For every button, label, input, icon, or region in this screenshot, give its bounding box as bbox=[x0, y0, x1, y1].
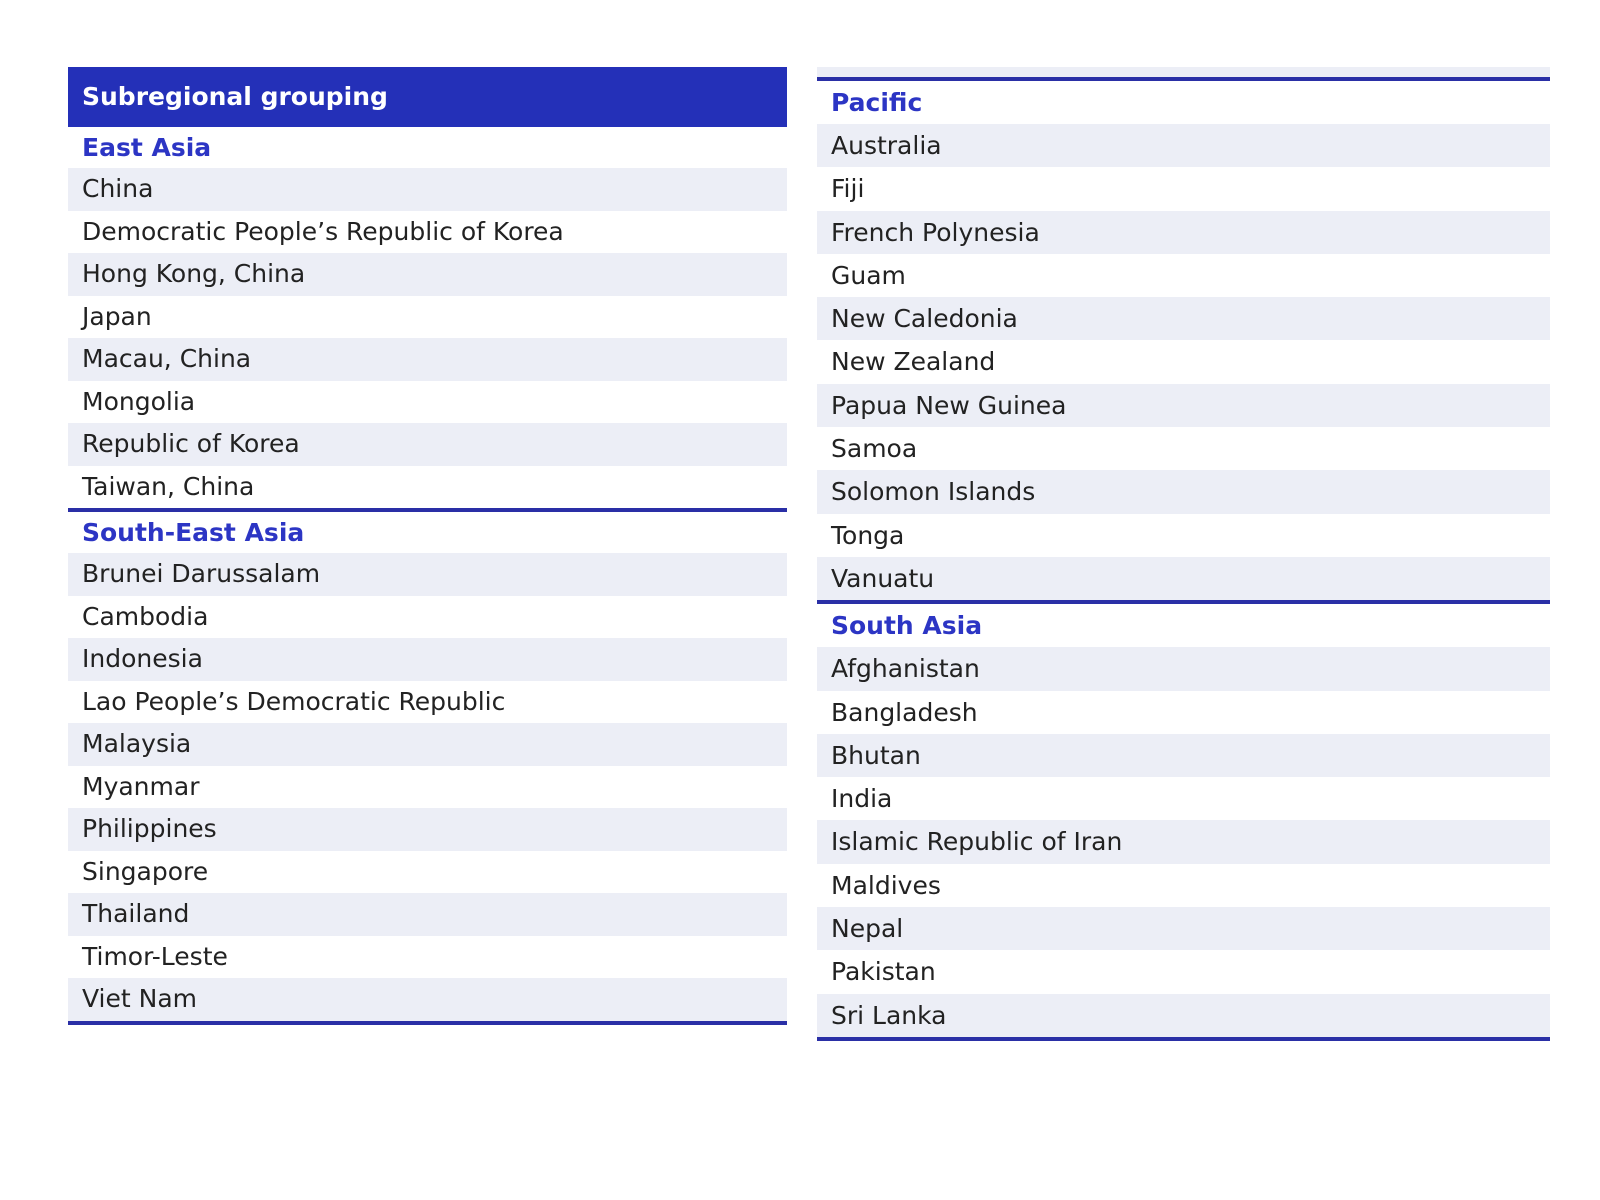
country-row: Democratic People’s Republic of Korea bbox=[82, 216, 564, 246]
country-row: Papua New Guinea bbox=[817, 384, 1550, 427]
country-row: Nepal bbox=[817, 907, 1550, 950]
country-row: Maldives bbox=[831, 870, 941, 900]
section-pacific bbox=[817, 77, 1550, 600]
country-row: Fiji bbox=[831, 174, 865, 204]
country-row: Afghanistan bbox=[817, 647, 1550, 690]
country-row: Malaysia bbox=[68, 723, 787, 766]
country-row: Timor-Leste bbox=[82, 941, 228, 971]
country-row: Solomon Islands bbox=[817, 470, 1550, 513]
country-row: Cambodia bbox=[82, 601, 209, 631]
country-row: India bbox=[831, 784, 893, 814]
bottom-rule bbox=[817, 1037, 1550, 1041]
country-row: Singapore bbox=[82, 856, 209, 886]
country-row: Thailand bbox=[68, 893, 787, 936]
country-row: Brunei Darussalam bbox=[68, 553, 787, 596]
section-south-asia bbox=[817, 600, 1550, 1037]
country-row: Vanuatu bbox=[817, 557, 1550, 600]
country-row: French Polynesia bbox=[817, 211, 1550, 254]
country-row: Macau, China bbox=[68, 338, 787, 381]
country-row: Myanmar bbox=[82, 771, 200, 801]
section-east-asia bbox=[68, 127, 787, 508]
country-row: Republic of Korea bbox=[68, 423, 787, 466]
left-column bbox=[68, 67, 787, 1025]
country-row: Tonga bbox=[831, 520, 905, 550]
table-header: Subregional grouping bbox=[68, 67, 787, 127]
country-row: Viet Nam bbox=[68, 978, 787, 1021]
table-header-continuation bbox=[817, 67, 1550, 77]
country-row: Japan bbox=[82, 301, 152, 331]
section-title: South Asia bbox=[831, 611, 983, 641]
country-row: Guam bbox=[831, 260, 906, 290]
country-row: Bhutan bbox=[817, 734, 1550, 777]
country-row: China bbox=[68, 168, 787, 211]
country-row: Islamic Republic of Iran bbox=[817, 820, 1550, 863]
section-south-east-asia bbox=[68, 508, 787, 1021]
country-row: Bangladesh bbox=[831, 697, 978, 727]
country-row: Lao People’s Democratic Republic bbox=[82, 686, 506, 716]
section-title: Pacific bbox=[831, 88, 923, 117]
country-row: Taiwan, China bbox=[82, 471, 255, 501]
country-row: Pakistan bbox=[831, 957, 936, 987]
country-row: Hong Kong, China bbox=[68, 253, 787, 296]
country-row: New Zealand bbox=[831, 347, 996, 377]
section-title: South-East Asia bbox=[82, 518, 305, 547]
country-row: Philippines bbox=[68, 808, 787, 851]
country-row: Mongolia bbox=[82, 386, 196, 416]
country-row: Indonesia bbox=[68, 638, 787, 681]
right-column bbox=[817, 67, 1550, 1041]
bottom-rule bbox=[68, 1021, 787, 1025]
country-row: Samoa bbox=[831, 434, 918, 464]
country-row: Australia bbox=[817, 124, 1550, 167]
section-title: East Asia bbox=[82, 133, 212, 162]
country-row: New Caledonia bbox=[817, 297, 1550, 340]
country-row: Sri Lanka bbox=[817, 994, 1550, 1037]
